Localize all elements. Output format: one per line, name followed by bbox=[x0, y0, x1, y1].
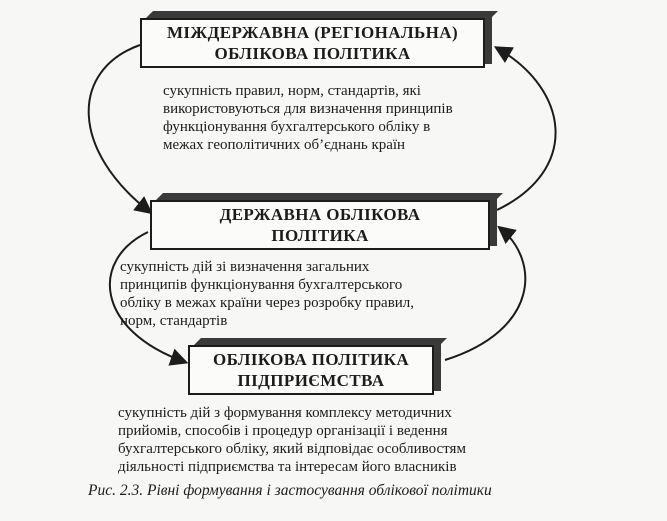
level-1-title-line-1: МІЖДЕРЖАВНА (РЕГІОНАЛЬНА) bbox=[166, 23, 459, 42]
level-1-desc-line-4: межах геополітичних об’єднань країн bbox=[163, 137, 406, 153]
level-1-box bbox=[140, 18, 485, 68]
level-2-desc-line-3: обліку в межах країни через розробку правил, bbox=[120, 295, 415, 311]
level-1-desc-line-2: використовуються для визначення принципів bbox=[163, 101, 453, 117]
level-3-description bbox=[118, 404, 523, 476]
level-2-desc-line-4: норм, стандартів bbox=[120, 313, 228, 329]
level-3-title-line-1: ОБЛІКОВА ПОЛІТИКА bbox=[212, 350, 410, 369]
level-2-box bbox=[150, 200, 490, 250]
level-2-desc-line-1: сукупність дій зі визначення загальних bbox=[120, 259, 370, 275]
level-2-title-line-1: ДЕРЖАВНА ОБЛІКОВА bbox=[219, 205, 421, 224]
level-3-desc-line-2: прийомів, способів і процедур організації і ведення bbox=[118, 423, 448, 439]
level-1-desc-line-1: сукупність правил, норм, стандартів, які bbox=[163, 83, 421, 99]
right-arrow-1 bbox=[497, 48, 556, 210]
left-arrow-1 bbox=[89, 45, 150, 212]
level-3-desc-line-1: сукупність дій з формування комплексу методичних bbox=[118, 405, 452, 421]
level-3-desc-line-3: бухгалтерського обліку, який відповідає особливостям bbox=[118, 441, 466, 457]
level-3-desc-line-4: діяльності підприємства та інтересам його власників bbox=[118, 459, 457, 475]
level-3-title-line-2: ПІДПРИЄМСТВА bbox=[237, 371, 385, 390]
level-3-box bbox=[188, 345, 434, 395]
figure-caption: Рис. 2.3. Рівні формування і застосування облікової політики bbox=[88, 482, 492, 499]
level-1-desc-line-3: функціонування бухгалтерського обліку в bbox=[163, 119, 431, 135]
level-2-description bbox=[120, 258, 480, 330]
level-2-desc-line-2: принципів функціонування бухгалтерського bbox=[120, 277, 403, 293]
level-1-description bbox=[163, 82, 463, 154]
level-2-title-line-2: ПОЛІТИКА bbox=[271, 226, 369, 245]
level-1-title-line-2: ОБЛІКОВА ПОЛІТИКА bbox=[214, 44, 411, 63]
